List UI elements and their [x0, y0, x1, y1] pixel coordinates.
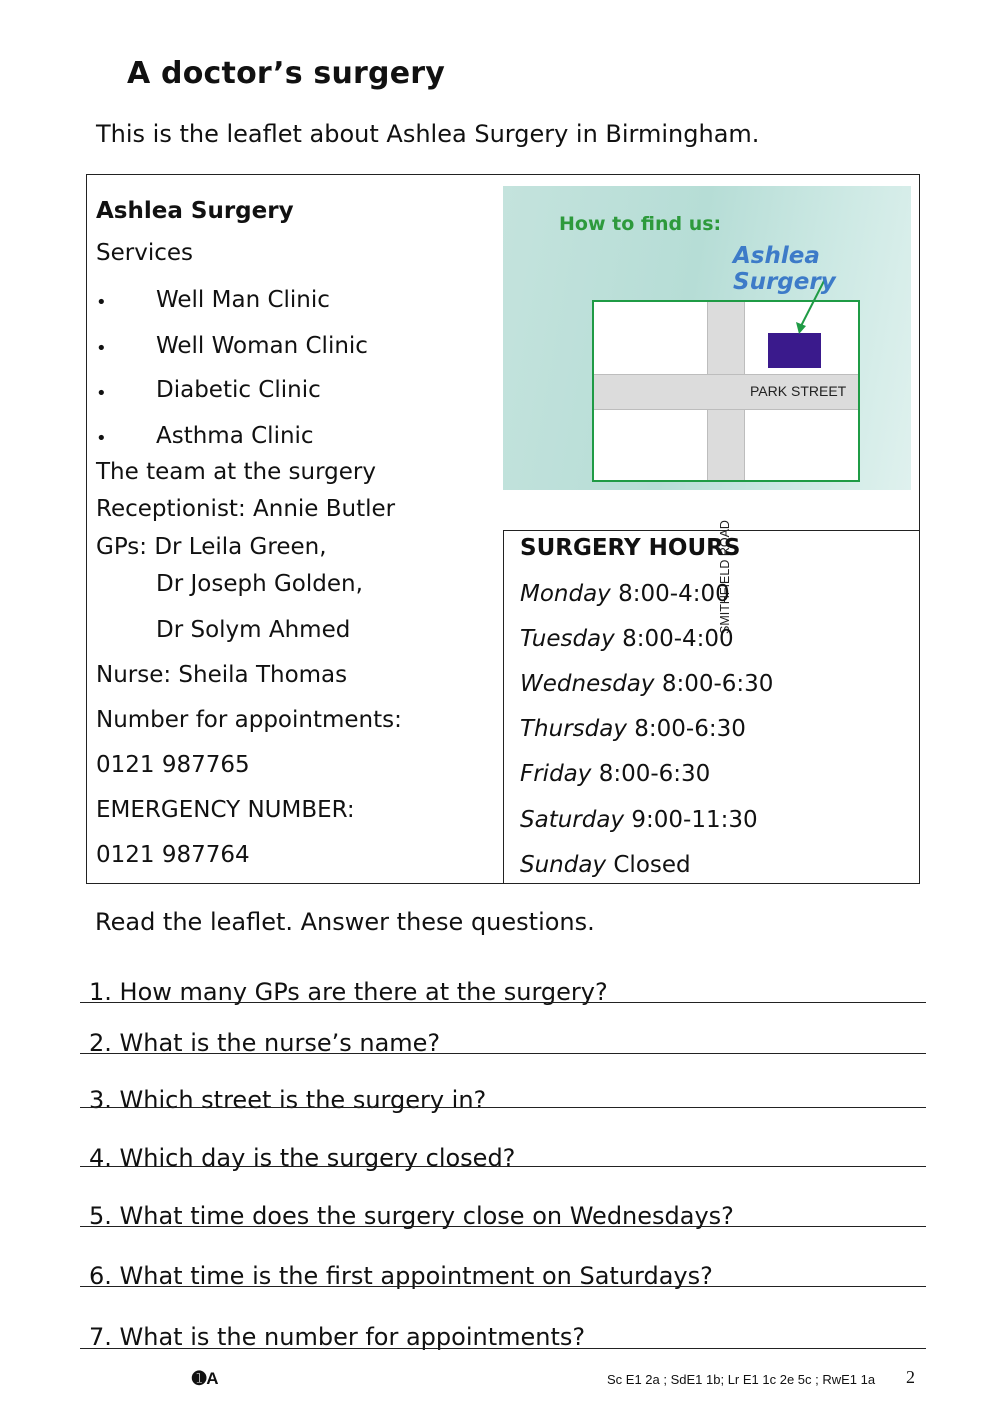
question: 5. What time does the surgery close on Wednesdays?	[89, 1202, 734, 1230]
hours-row	[520, 716, 746, 742]
page-number: 2	[906, 1367, 915, 1387]
team-heading: The team at the surgery	[96, 459, 376, 485]
gp-name: Dr Joseph Golden,	[156, 571, 363, 597]
intro-text: This is the leaflet about Ashlea Surgery in Birmingham.	[96, 120, 760, 148]
bullet-icon: •	[96, 338, 107, 359]
hours-row	[520, 761, 710, 787]
day-label: Tuesday	[520, 626, 615, 652]
answer-line[interactable]	[80, 1107, 926, 1108]
day-label: Monday	[520, 581, 611, 607]
bullet-icon: •	[96, 428, 107, 449]
emergency-label: EMERGENCY NUMBER:	[96, 797, 355, 823]
answer-line[interactable]	[80, 1002, 926, 1003]
question: 7. What is the number for appointments?	[89, 1323, 586, 1351]
question: 1. How many GPs are there at the surgery?	[89, 978, 608, 1006]
map-heading: How to find us:	[559, 213, 722, 235]
day-label: Thursday	[520, 716, 627, 742]
answer-line[interactable]	[80, 1286, 926, 1287]
appointments-label: Number for appointments:	[96, 707, 402, 733]
question: 6. What time is the first appointment on Saturdays?	[89, 1262, 713, 1290]
footer-logo: ➊A	[192, 1369, 219, 1388]
services-heading: Services	[96, 240, 193, 266]
curriculum-codes: Sc E1 2a ; SdE1 1b; Lr E1 1c 2e 5c ; RwE1 1a	[607, 1372, 876, 1387]
receptionist: Receptionist: Annie Butler	[96, 496, 396, 522]
service-item: Well Man Clinic	[156, 287, 330, 313]
day-time: 8:00-6:30	[634, 716, 746, 742]
question: 4. Which day is the surgery closed?	[89, 1144, 516, 1172]
hours-row	[520, 807, 758, 833]
emergency-number: 0121 987764	[96, 842, 250, 868]
day-label: Saturday	[520, 807, 625, 833]
appointments-number: 0121 987765	[96, 752, 250, 778]
road-label: SMITHFIELD ROAD	[718, 520, 732, 634]
gps-line: GPs: Dr Leila Green,	[96, 534, 327, 560]
day-label: Sunday	[520, 852, 607, 878]
hours-row	[520, 581, 730, 607]
bullet-icon: •	[96, 292, 107, 313]
bullet-icon: •	[96, 383, 107, 404]
service-item: Well Woman Clinic	[156, 333, 368, 359]
day-time: Closed	[613, 852, 691, 878]
day-label: Wednesday	[520, 671, 655, 697]
instructions: Read the leaflet. Answer these questions.	[95, 908, 595, 936]
map-surgery-label: Ashlea Surgery	[733, 243, 836, 295]
service-item: Asthma Clinic	[156, 423, 314, 449]
gp-name: Dr Solym Ahmed	[156, 617, 351, 643]
street-label: PARK STREET	[750, 383, 847, 399]
answer-line[interactable]	[80, 1226, 926, 1227]
answer-line[interactable]	[80, 1053, 926, 1054]
question: 2. What is the nurse’s name?	[89, 1029, 441, 1057]
day-time: 8:00-6:30	[598, 761, 711, 787]
day-time: 8:00-4:00	[618, 581, 730, 607]
day-time: 8:00-6:30	[661, 671, 774, 697]
nurse: Nurse: Sheila Thomas	[96, 662, 348, 688]
page-title: A doctor’s surgery	[127, 56, 446, 91]
service-item: Diabetic Clinic	[156, 377, 321, 403]
hours-row	[520, 852, 691, 878]
day-time: 8:00-4:00	[622, 626, 734, 652]
surgery-name: Ashlea Surgery	[96, 198, 294, 224]
hours-row	[520, 671, 773, 697]
hours-heading: SURGERY HOURS	[520, 535, 741, 561]
answer-line[interactable]	[80, 1348, 926, 1349]
hours-row	[520, 626, 734, 652]
answer-line[interactable]	[80, 1166, 926, 1167]
day-label: Friday	[520, 761, 592, 787]
day-time: 9:00-11:30	[631, 807, 758, 833]
question: 3. Which street is the surgery in?	[89, 1086, 487, 1114]
